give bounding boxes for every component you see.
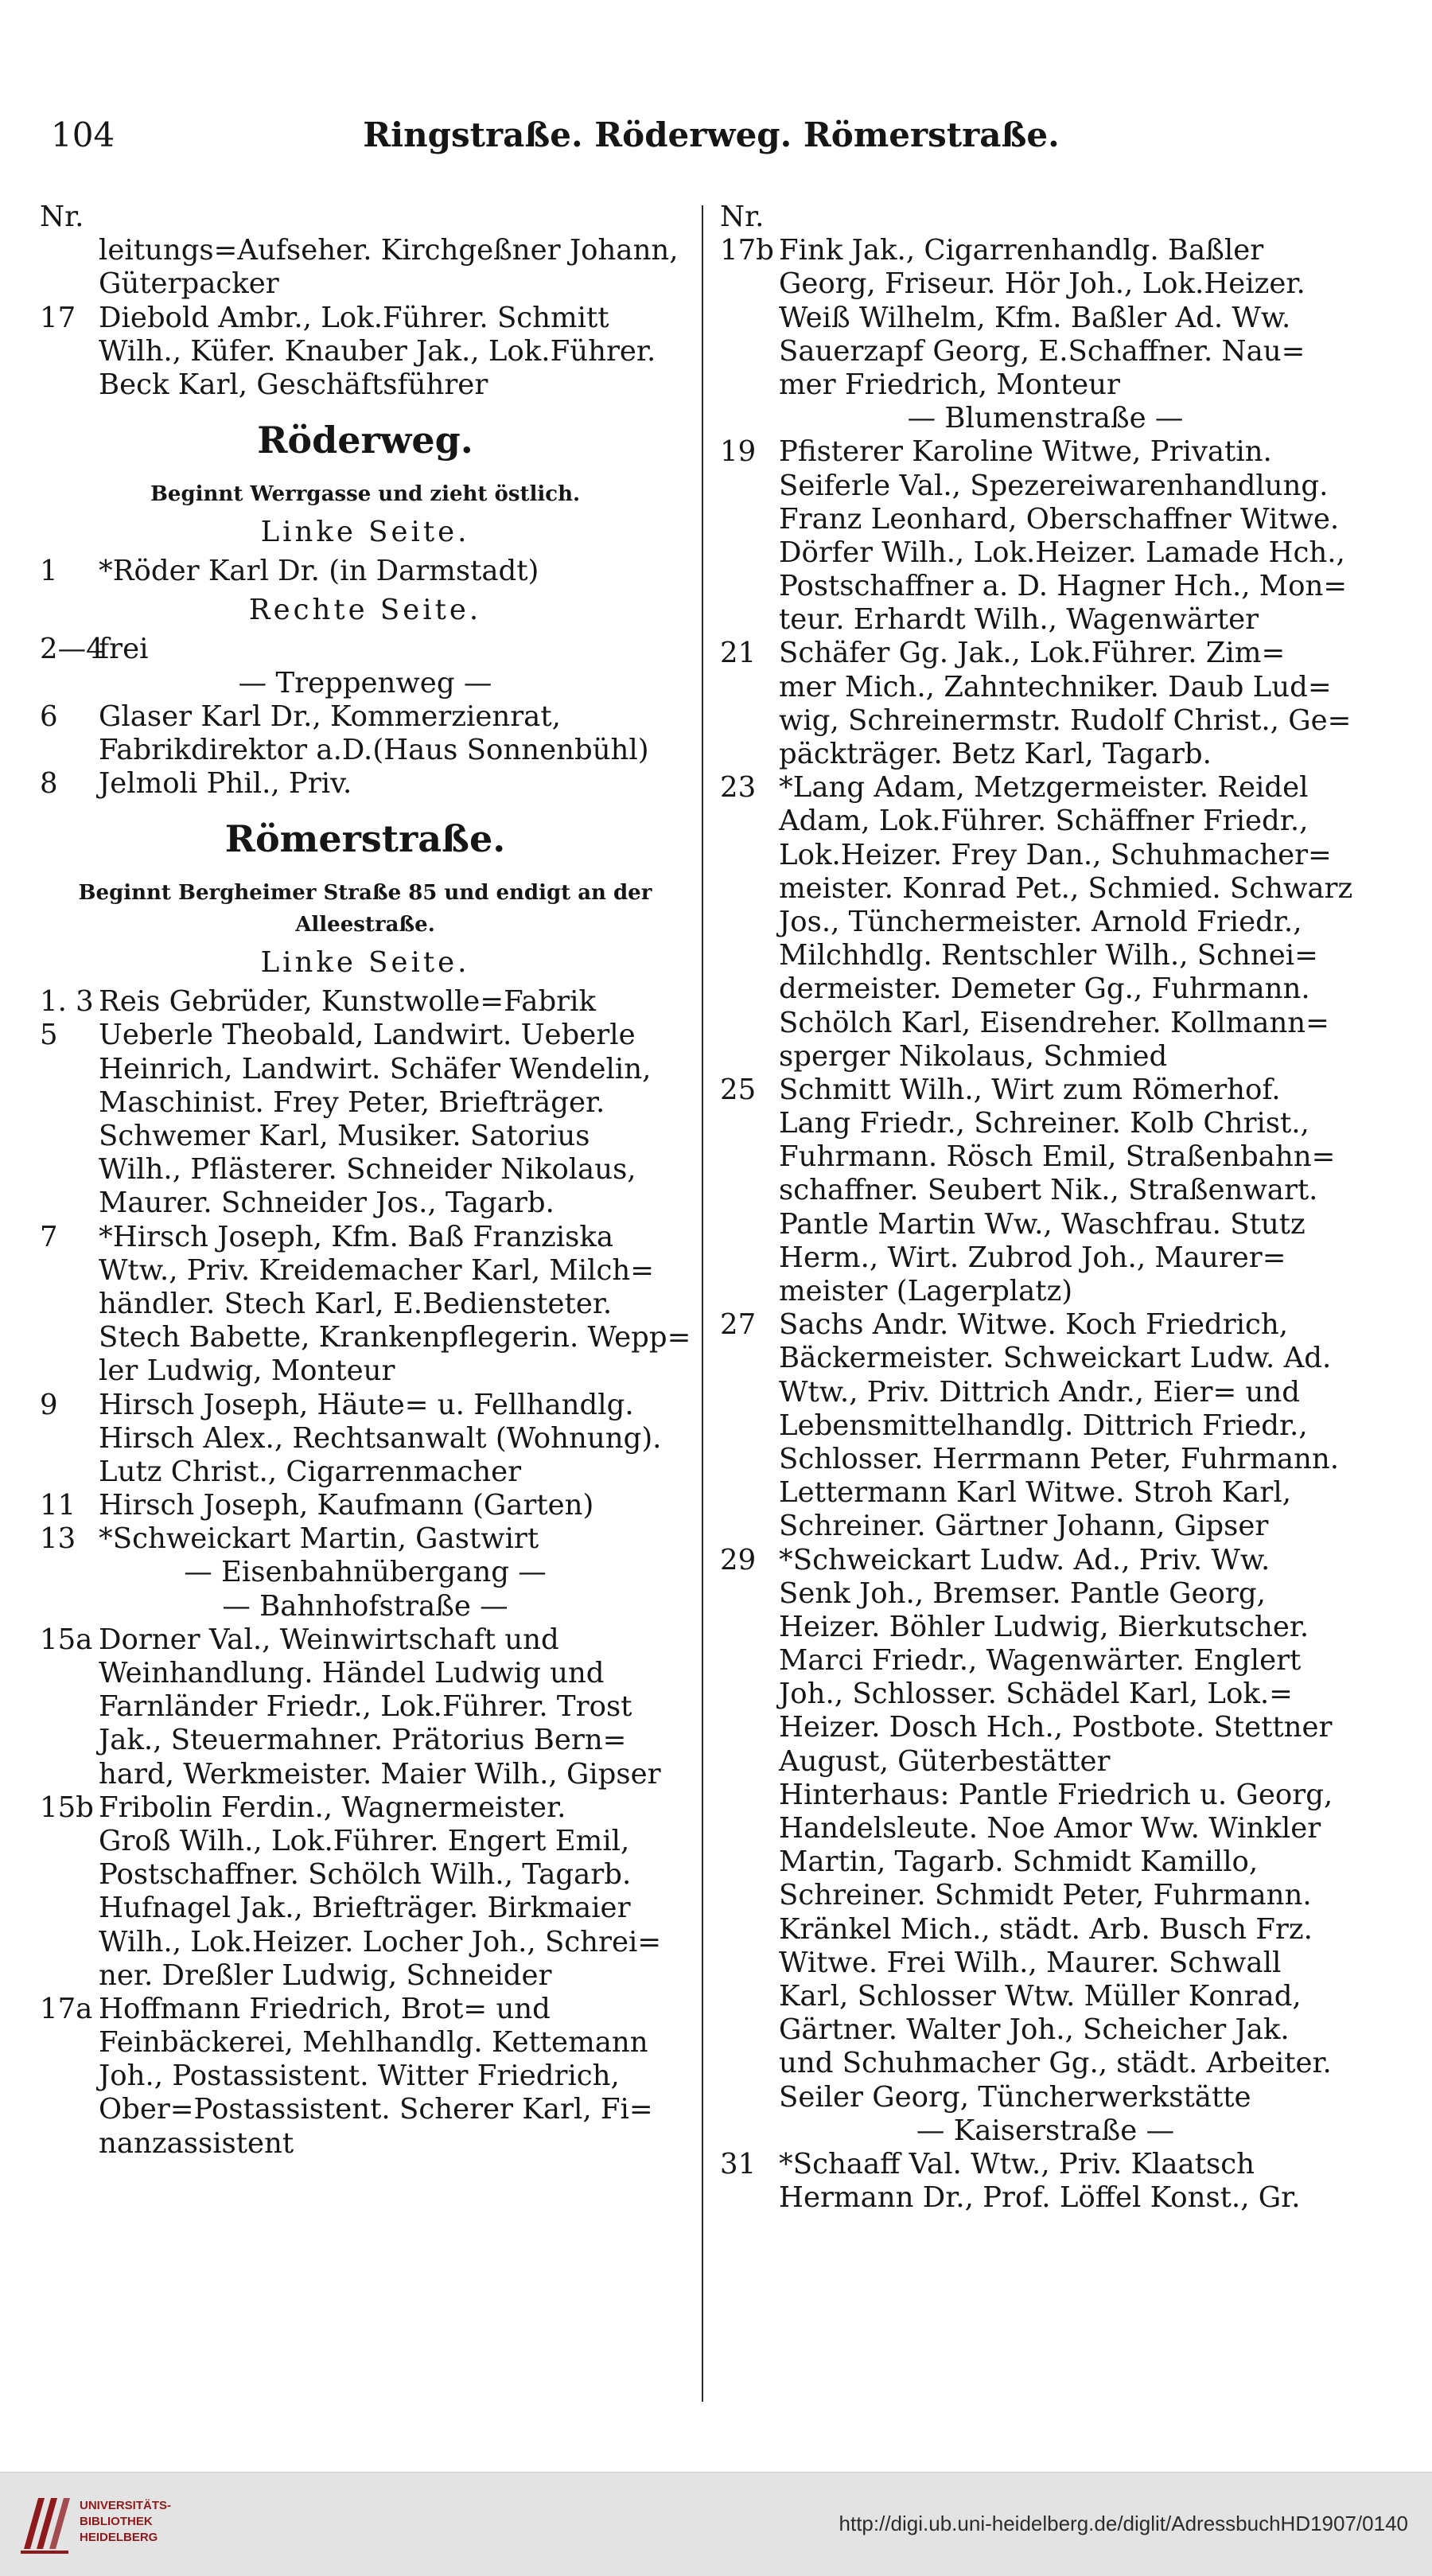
- entry-continuation-line: Jak., Steuermahner. Prätorius Bern=: [99, 1724, 627, 1757]
- entry-continuation-line: Hermann Dr., Prof. Löffel Konst., Gr.: [779, 2181, 1301, 2215]
- entry-continuation-line: meister. Konrad Pet., Schmied. Schwarz: [779, 871, 1353, 905]
- directory-entry: [40, 985, 691, 1019]
- entry-continuation-line: Wilh., Pflästerer. Schneider Nikolaus,: [99, 1153, 636, 1187]
- entry-continuation-line: ner. Dreßler Ludwig, Schneider: [99, 1958, 552, 1992]
- directory-entry: [720, 2148, 1371, 2181]
- entry-continuation-line: Postschaffner. Schölch Wilh., Tagarb.: [99, 1858, 632, 1892]
- house-number: 11: [40, 1489, 76, 1522]
- directory-entry: [720, 1779, 1371, 1812]
- entry-text: Jelmoli Phil., Priv.: [99, 767, 352, 801]
- entry-continuation-line: August, Güterbestätter: [779, 1744, 1111, 1778]
- cross-street-marker: — Eisenbahnübergang —: [184, 1556, 547, 1589]
- house-number: 25: [720, 1073, 757, 1106]
- house-number: 6: [40, 700, 58, 733]
- entry-text: *Schaaff Val. Wtw., Priv. Klaatsch: [779, 2147, 1255, 2180]
- entry-continuation-line: Hufnagel Jak., Briefträger. Birkmaier: [99, 1892, 631, 1925]
- entry-continuation-line: Heizer. Böhler Ludwig, Bierkutscher.: [779, 1610, 1309, 1643]
- entry-text: Sachs Andr. Witwe. Koch Friedrich,: [779, 1308, 1289, 1342]
- street-heading: Röderweg.: [257, 419, 473, 462]
- entry-continuation-line: Farnländer Friedr., Lok.Führer. Trost: [99, 1690, 632, 1724]
- entry-continuation-line: sperger Nikolaus, Schmied: [779, 1039, 1168, 1073]
- library-name-line: UNIVERSITÄTS-: [80, 2499, 172, 2512]
- entry-text: *Röder Karl Dr. (in Darmstadt): [99, 555, 539, 588]
- side-heading: Linke Seite.: [260, 516, 470, 549]
- entry-continuation-line: Schreiner. Gärtner Johann, Gipser: [779, 1510, 1269, 1543]
- house-number: 27: [720, 1308, 757, 1342]
- permalink-url[interactable]: http://digi.ub.uni-heidelberg.de/diglit/AdressbuchHD1907/0140: [839, 2512, 1408, 2535]
- directory-entry: [40, 1522, 691, 1556]
- directory-entry: [40, 302, 691, 335]
- entry-text: *Lang Adam, Metzgermeister. Reidel: [779, 771, 1309, 805]
- entry-continuation-line: Martin, Tagarb. Schmidt Kamillo,: [779, 1845, 1259, 1879]
- house-number: 8: [40, 767, 58, 801]
- entry-continuation-line: händler. Stech Karl, E.Bediensteter.: [99, 1287, 613, 1320]
- directory-entry: [40, 1791, 691, 1825]
- entry-continuation-line: Kränkel Mich., städt. Arb. Busch Frz.: [779, 1912, 1313, 1946]
- entry-continuation-line: Adam, Lok.Führer. Schäffner Friedr.,: [779, 805, 1309, 838]
- directory-entry: [40, 1221, 691, 1254]
- entry-continuation-line: Schlosser. Herrmann Peter, Fuhrmann.: [779, 1442, 1340, 1475]
- entry-continuation-line: Weinhandlung. Händel Ludwig und: [99, 1657, 605, 1689]
- directory-entry: [40, 1019, 691, 1052]
- house-number: 5: [40, 1019, 58, 1052]
- house-number: 17: [40, 301, 76, 334]
- library-name-line: HEIDELBERG: [80, 2531, 158, 2544]
- directory-entry: [40, 1489, 691, 1522]
- entry-continuation-line: Beck Karl, Geschäftsführer: [99, 368, 488, 401]
- house-number: 1: [40, 555, 58, 588]
- entry-continuation-line: Fuhrmann. Rösch Emil, Straßenbahn=: [779, 1140, 1336, 1174]
- column-divider: [702, 205, 703, 2402]
- entry-continuation-line: Heinrich, Landwirt. Schäfer Wendelin,: [99, 1052, 652, 1085]
- entry-continuation-line: päckträger. Betz Karl, Tagarb.: [779, 738, 1212, 770]
- right-column: [720, 201, 1371, 2215]
- directory-entry: [40, 700, 691, 734]
- entry-continuation-line: Maurer. Schneider Jos., Tagarb.: [99, 1187, 555, 1220]
- house-number: 15b: [40, 1791, 94, 1824]
- entry-continuation-line: Lettermann Karl Witwe. Stroh Karl,: [779, 1476, 1292, 1510]
- entry-text: Glaser Karl Dr., Kommerzienrat,: [99, 700, 561, 733]
- entry-text: Reis Gebrüder, Kunstwolle=Fabrik: [99, 985, 597, 1019]
- directory-entry: [40, 1389, 691, 1422]
- entry-continuation-line: Marci Friedr., Wagenwärter. Englert: [779, 1644, 1302, 1678]
- page-header: [51, 111, 1372, 167]
- entry-continuation-line: Joh., Postassistent. Witter Friedrich,: [99, 2060, 620, 2093]
- house-number: [720, 1779, 779, 1812]
- entry-continuation-line: wig, Schreinermstr. Rudolf Christ., Ge=: [779, 703, 1352, 737]
- directory-entry: [720, 435, 1371, 469]
- viewer-footer: [0, 2472, 1432, 2576]
- entry-continuation-line: ler Ludwig, Monteur: [99, 1354, 395, 1388]
- entry-continuation-line: Schreiner. Schmidt Peter, Fuhrmann.: [779, 1879, 1312, 1912]
- entry-continuation-line: Milchhdlg. Rentschler Wilh., Schnei=: [779, 939, 1318, 972]
- directory-entry: [720, 234, 1371, 267]
- entry-continuation-line: Postschaffner a. D. Hagner Hch., Mon=: [779, 570, 1348, 603]
- entry-continuation-line: Seiferle Val., Spezereiwarenhandlung.: [779, 469, 1329, 502]
- entry-continuation-line: teur. Erhardt Wilh., Wagenwärter: [779, 603, 1259, 637]
- directory-entry: [40, 1623, 691, 1657]
- entry-continuation-line: Schwemer Karl, Musiker. Satorius: [99, 1120, 590, 1152]
- house-number: 21: [720, 637, 757, 670]
- left-column: [40, 201, 691, 2161]
- directory-entry: [720, 1074, 1371, 1107]
- university-library-logo-icon: [18, 2490, 72, 2557]
- page-number: 104: [51, 115, 115, 154]
- entry-continuation-line: Karl, Schlosser Wtw. Müller Konrad,: [779, 1979, 1302, 2013]
- entry-text: Ueberle Theobald, Landwirt. Ueberle: [99, 1019, 636, 1052]
- entry-continuation-line: Wtw., Priv. Kreidemacher Karl, Milch=: [99, 1253, 654, 1287]
- entry-text: Schmitt Wilh., Wirt zum Römerhof.: [779, 1073, 1281, 1106]
- house-number: 9: [40, 1388, 58, 1421]
- entry-continuation-line: Lebensmittelhandlg. Dittrich Friedr.,: [779, 1409, 1308, 1442]
- cross-street-marker: — Blumenstraße —: [907, 402, 1184, 435]
- house-number: 7: [40, 1220, 58, 1253]
- street-description: Beginnt Bergheimer Straße 85 und endigt an der Alleestraße.: [78, 881, 652, 937]
- house-number: 31: [720, 2147, 757, 2180]
- entry-continuation-line: Hirsch Alex., Rechtsanwalt (Wohnung).: [99, 1421, 662, 1455]
- library-name-line: BIBLIOTHEK: [80, 2515, 153, 2528]
- entry-continuation-line: Jos., Tünchermeister. Arnold Friedr.,: [779, 905, 1302, 938]
- entry-continuation-line: Gärtner. Walter Joh., Scheicher Jak.: [779, 2013, 1290, 2047]
- house-number: 19: [720, 435, 757, 469]
- entry-continuation-line: Güterpacker: [99, 267, 279, 301]
- entry-continuation-line: Heizer. Dosch Hch., Postbote. Stettner: [779, 1711, 1333, 1744]
- entry-continuation-line: Pantle Martin Ww., Waschfrau. Stutz: [779, 1207, 1306, 1241]
- house-number: 23: [720, 771, 757, 805]
- entry-continuation-line: Stech Babette, Krankenpflegerin. Wepp=: [99, 1321, 691, 1354]
- number-column-header: Nr.: [720, 201, 765, 233]
- entry-continuation-line: hard, Werkmeister. Maier Wilh., Gipser: [99, 1757, 661, 1791]
- entry-continuation-line: Bäckermeister. Schweickart Ludw. Ad.: [779, 1342, 1332, 1375]
- directory-entry: [40, 555, 691, 588]
- entry-continuation-line: Seiler Georg, Tüncherwerkstätte: [779, 2080, 1251, 2114]
- entry-text: *Schweickart Ludw. Ad., Priv. Ww.: [779, 1543, 1271, 1576]
- entry-continuation-line: Joh., Schlosser. Schädel Karl, Lok.=: [779, 1678, 1293, 1711]
- entry-text: *Schweickart Martin, Gastwirt: [99, 1522, 539, 1556]
- entry-text: Hoffmann Friedrich, Brot= und: [99, 1992, 551, 2025]
- entry-text: Pfisterer Karoline Witwe, Privatin.: [779, 435, 1272, 469]
- cross-street-marker: — Bahnhofstraße —: [222, 1589, 508, 1623]
- entry-continuation-line: schaffner. Seubert Nik., Straßenwart.: [779, 1174, 1318, 1207]
- cross-street-marker: — Kaiserstraße —: [916, 2114, 1175, 2147]
- entry-continuation-line: Franz Leonhard, Oberschaffner Witwe.: [779, 502, 1340, 536]
- entry-continuation-line: mer Friedrich, Monteur: [779, 368, 1120, 401]
- entry-continuation-line: meister (Lagerplatz): [779, 1275, 1073, 1307]
- entry-continuation-line: leitungs=Aufseher. Kirchgeßner Johann,: [99, 234, 679, 267]
- house-number: 15a: [40, 1623, 93, 1656]
- entry-continuation-line: Fabrikdirektor a.D.(Haus Sonnenbühl): [99, 733, 649, 766]
- entry-continuation-line: Ober=Postassistent. Scherer Karl, Fi=: [99, 2093, 653, 2126]
- entry-continuation-line: Maschinist. Frey Peter, Briefträger.: [99, 1085, 605, 1119]
- entry-continuation-line: nanzassistent: [99, 2126, 294, 2160]
- entry-continuation-line: Herm., Wirt. Zubrod Joh., Maurer=: [779, 1241, 1286, 1274]
- directory-entry: [720, 1544, 1371, 1577]
- entry-continuation-line: Feinbäckerei, Mehlhandlg. Kettemann: [99, 2026, 648, 2060]
- house-number: 17b: [720, 234, 774, 267]
- entry-text: frei: [99, 633, 149, 666]
- entry-text: Hinterhaus: Pantle Friedrich u. Georg,: [779, 1778, 1333, 1811]
- entry-text: Schäfer Gg. Jak., Lok.Führer. Zim=: [779, 637, 1286, 670]
- entry-continuation-line: dermeister. Demeter Gg., Fuhrmann.: [779, 972, 1310, 1006]
- running-title: Ringstraße. Röderweg. Römerstraße.: [363, 115, 1060, 154]
- entry-continuation-line: Sauerzapf Georg, E.Schaffner. Nau=: [779, 334, 1306, 368]
- library-name: [80, 2498, 239, 2546]
- entry-text: Diebold Ambr., Lok.Führer. Schmitt: [99, 301, 609, 334]
- entry-continuation-line: mer Mich., Zahntechniker. Daub Lud=: [779, 670, 1332, 703]
- entry-text: Dorner Val., Weinwirtschaft und: [99, 1623, 559, 1656]
- street-description: Beginnt Werrgasse und zieht östlich.: [150, 482, 581, 507]
- house-number: 13: [40, 1522, 76, 1556]
- directory-entry: [720, 1308, 1371, 1342]
- entry-continuation-line: Weiß Wilhelm, Kfm. Baßler Ad. Ww.: [779, 301, 1291, 334]
- directory-entry: [40, 767, 691, 801]
- directory-entry: [40, 633, 691, 666]
- entry-continuation-line: Lutz Christ., Cigarrenmacher: [99, 1455, 522, 1488]
- entry-continuation-line: Wtw., Priv. Dittrich Andr., Eier= und: [779, 1375, 1300, 1409]
- entry-continuation-line: Witwe. Frei Wilh., Maurer. Schwall: [779, 1946, 1282, 1979]
- entry-text: Hirsch Joseph, Häute= u. Fellhandlg.: [99, 1388, 634, 1421]
- house-number: 1. 3: [40, 985, 94, 1019]
- directory-entry: [40, 1993, 691, 2026]
- street-heading: Römerstraße.: [224, 817, 506, 861]
- side-heading: Linke Seite.: [260, 946, 470, 980]
- entry-continuation-line: Schölch Karl, Eisendreher. Kollmann=: [779, 1006, 1329, 1039]
- house-number: 17a: [40, 1992, 93, 2025]
- entry-continuation-line: Georg, Friseur. Hör Joh., Lok.Heizer.: [779, 267, 1306, 301]
- house-number: 2—4: [40, 633, 104, 666]
- number-column-header: Nr.: [40, 201, 84, 233]
- entry-continuation-line: Wilh., Küfer. Knauber Jak., Lok.Führer.: [99, 334, 656, 368]
- entry-text: Hirsch Joseph, Kaufmann (Garten): [99, 1489, 594, 1522]
- directory-entry: [720, 771, 1371, 805]
- entry-continuation-line: Senk Joh., Bremser. Pantle Georg,: [779, 1576, 1266, 1610]
- entry-continuation-line: und Schuhmacher Gg., städt. Arbeiter.: [779, 2047, 1332, 2080]
- entry-continuation-line: Groß Wilh., Lok.Führer. Engert Emil,: [99, 1824, 630, 1857]
- directory-entry: [720, 637, 1371, 670]
- entry-text: Fink Jak., Cigarrenhandlg. Baßler: [779, 234, 1264, 267]
- cross-street-marker: — Treppenweg —: [238, 666, 492, 700]
- entry-text: Fribolin Ferdin., Wagnermeister.: [99, 1791, 566, 1824]
- house-number: 29: [720, 1543, 757, 1576]
- entry-continuation-line: Wilh., Lok.Heizer. Locher Joh., Schrei=: [99, 1925, 662, 1958]
- entry-continuation-line: Lok.Heizer. Frey Dan., Schuhmacher=: [779, 838, 1332, 871]
- entry-continuation-line: Handelsleute. Noe Amor Ww. Winkler: [779, 1812, 1321, 1845]
- side-heading: Rechte Seite.: [248, 594, 482, 627]
- entry-continuation-line: Dörfer Wilh., Lok.Heizer. Lamade Hch.,: [779, 536, 1345, 569]
- entry-continuation-line: Lang Friedr., Schreiner. Kolb Christ.,: [779, 1107, 1309, 1140]
- entry-text: *Hirsch Joseph, Kfm. Baß Franziska: [99, 1220, 613, 1253]
